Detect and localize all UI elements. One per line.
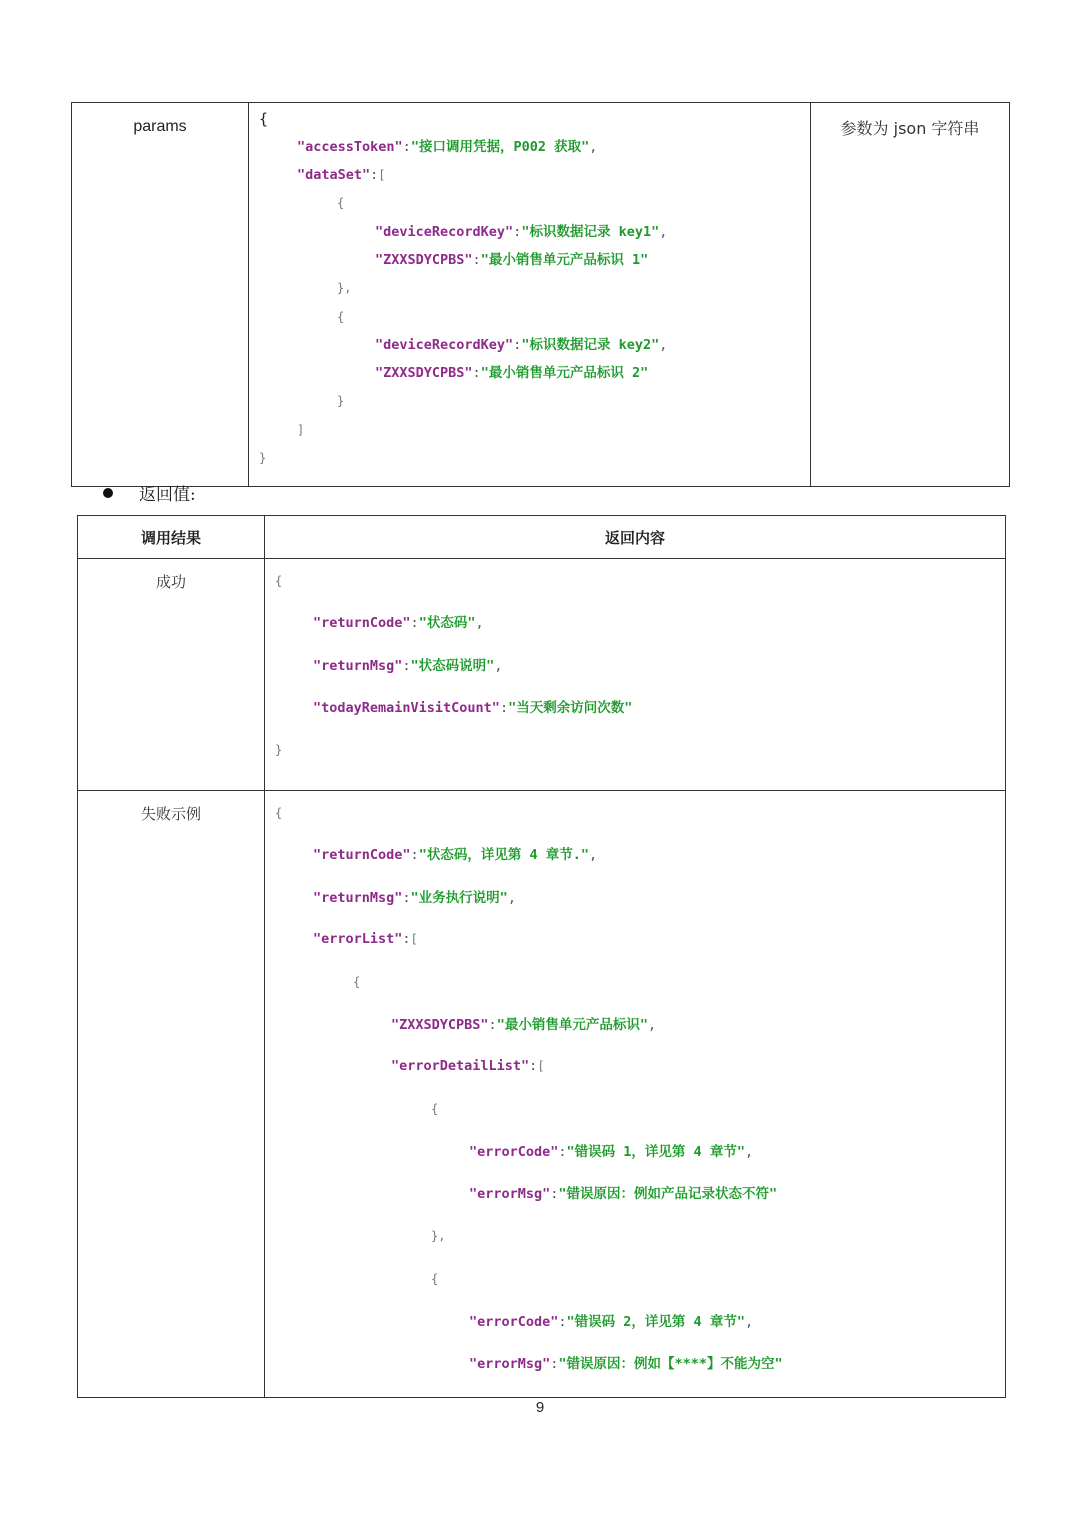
detail1-open: { [431, 1102, 439, 1116]
param-name: params [133, 118, 187, 135]
success-label: 成功 [78, 559, 265, 791]
code-line-item2-zx: "ZXXSDYCPBS":"最小销售单元产品标识 2" [375, 365, 649, 381]
success-code-cell [265, 559, 1006, 791]
header-content: 返回内容 [265, 516, 1006, 559]
param-code-cell [249, 103, 811, 487]
brace-open: { [259, 110, 269, 128]
param-desc-cell [811, 103, 1010, 487]
failure-errordetaillist: "errorDetailList":[ [391, 1058, 545, 1074]
errorlist-item-open: { [353, 975, 361, 989]
success-today: "todayRemainVisitCount":"当天剩余访问次数" [313, 700, 633, 716]
failure-code-cell [265, 791, 1006, 1398]
detail1-errorcode: "errorCode":"错误码 1，详见第 4 章节", [469, 1144, 754, 1160]
failure-errorlist: "errorList":[ [313, 931, 418, 947]
param-description: 参数为 json 字符串 [840, 119, 980, 138]
item2-close: } [337, 394, 345, 408]
return-heading [103, 480, 196, 505]
return-table [77, 515, 1006, 1398]
failure-zx: "ZXXSDYCPBS":"最小销售单元产品标识", [391, 1017, 657, 1033]
brace-close: } [259, 451, 267, 465]
success-brace-open: { [275, 574, 283, 588]
success-returnmsg: "returnMsg":"状态码说明", [313, 658, 503, 674]
item1-close: }, [337, 281, 352, 295]
failure-returnmsg: "returnMsg":"业务执行说明", [313, 890, 516, 906]
detail1-close: }, [431, 1229, 446, 1243]
detail1-errormsg: "errorMsg":"错误原因：例如产品记录状态不符" [469, 1186, 778, 1202]
return-heading-label: 返回值: [139, 485, 196, 505]
array-close: ] [297, 423, 305, 437]
success-brace-close: } [275, 743, 283, 757]
code-line-item2-key: "deviceRecordKey":"标识数据记录 key2", [375, 337, 668, 353]
detail2-errormsg: "errorMsg":"错误原因：例如【****】不能为空" [469, 1356, 783, 1372]
item2-open: { [337, 310, 345, 324]
bullet-icon [103, 488, 113, 498]
code-line-item1-zx: "ZXXSDYCPBS":"最小销售单元产品标识 1" [375, 252, 649, 268]
success-returncode: "returnCode":"状态码", [313, 615, 484, 631]
failure-label: 失败示例 [78, 791, 265, 1398]
code-line-dataset: "dataSet":[ [297, 167, 386, 183]
params-table [71, 102, 1010, 487]
detail2-open: { [431, 1272, 439, 1286]
detail2-errorcode: "errorCode":"错误码 2，详见第 4 章节", [469, 1314, 754, 1330]
page-number: 9 [535, 1399, 545, 1416]
code-line-item1-key: "deviceRecordKey":"标识数据记录 key1", [375, 224, 668, 240]
header-result: 调用结果 [78, 516, 265, 559]
failure-brace-open: { [275, 806, 283, 820]
code-line-accesstoken: "accessToken":"接口调用凭据，P002 获取", [297, 139, 598, 155]
failure-returncode: "returnCode":"状态码，详见第 4 章节.", [313, 847, 598, 863]
item1-open: { [337, 196, 345, 210]
param-name-cell [72, 103, 249, 487]
